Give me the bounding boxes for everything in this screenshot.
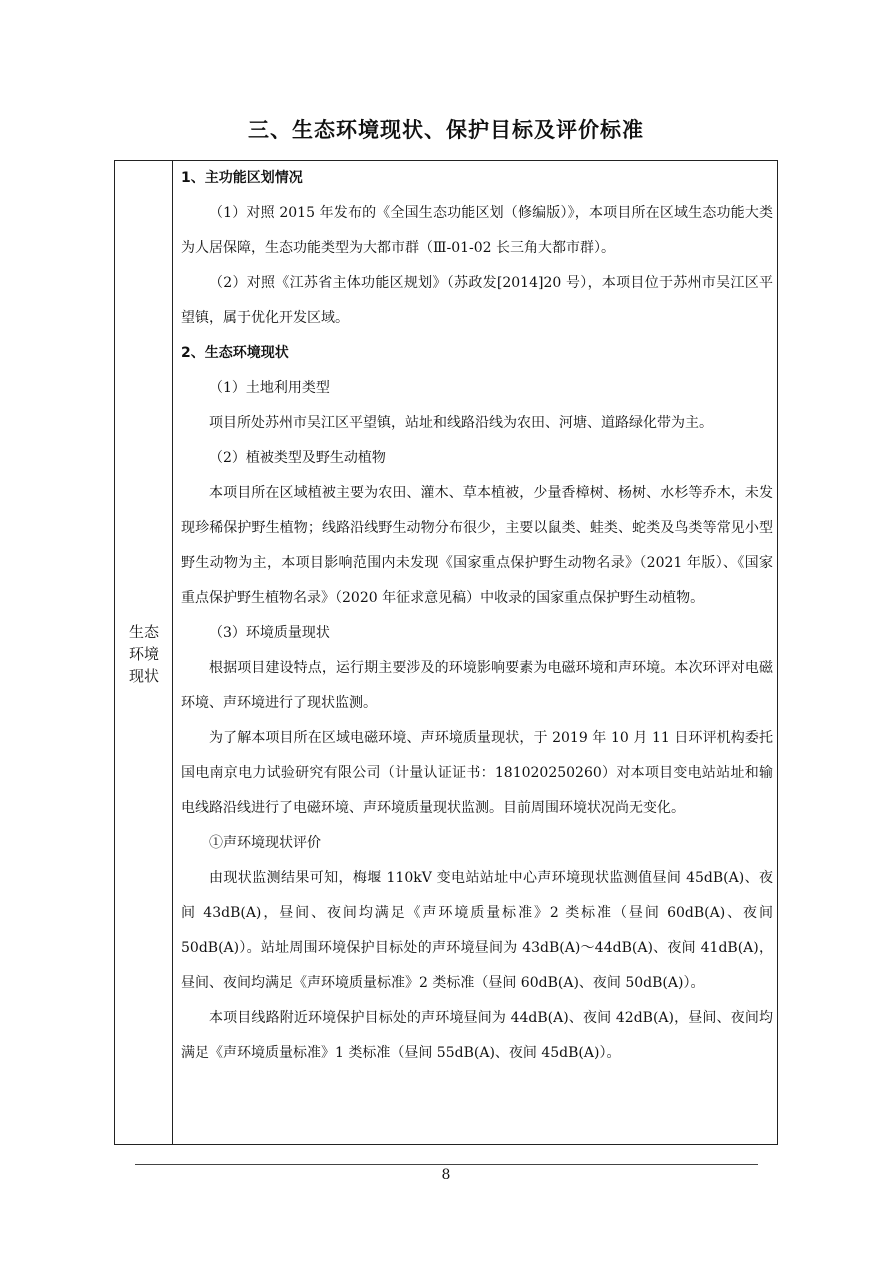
paragraph: （2）植被类型及野生动植物 bbox=[209, 450, 386, 466]
section-label-line: 现状 bbox=[128, 667, 159, 685]
section-label bbox=[115, 621, 173, 687]
content-table bbox=[114, 160, 778, 1145]
section-label-line: 环境 bbox=[128, 645, 159, 663]
paragraph: 本项目所在区域植被主要为农田、灌木、草本植被，少量香樟树、杨树、水杉等乔木，未发现珍稀保护野生植物；线路沿线野生动物分布很少，主要以鼠类、蛙类、蛇类及鸟类等常见小型野生动物为主，本项目影响范围内未发现《国家重点保护野生动物名录》（2021 年版）、《国家重点保护野生植物名录》（2020 年征求意见稿）中收录的国家重点保护野生动植物。 bbox=[181, 485, 773, 606]
paragraph: 本项目线路附近环境保护目标处的声环境昼间为 44dB(A)、夜间 42dB(A)，昼间、夜间均满足《声环境质量标准》1 类标准（昼间 55dB(A)、夜间 45dB(A)）。 bbox=[181, 1010, 773, 1061]
section-heading: 2、生态环境现状 bbox=[181, 345, 289, 361]
paragraph: （2）对照《江苏省主体功能区规划》（苏政发[2014]20 号），本项目位于苏州市吴江区平望镇，属于优化开发区域。 bbox=[181, 275, 773, 326]
paragraph: 由现状监测结果可知，梅堰 110kV 变电站站址中心声环境现状监测值昼间 45dB(A)、夜间 43dB(A)，昼间、夜间均满足《声环境质量标准》2 类标准（昼间 60dB(A)、夜间 50dB(A)）。站址周围环境保护目标处的声环境昼间为 43dB(A)～44dB(A)、夜间 41dB(A)，昼间、夜间均满足《声环境质量标准》2 类标准（昼间 60dB(A)、夜间 50dB(A)）。 bbox=[181, 870, 773, 991]
paragraph: 项目所处苏州市吴江区平望镇，站址和线路沿线为农田、河塘、道路绿化带为主。 bbox=[209, 415, 713, 431]
paragraph: （3）环境质量现状 bbox=[209, 625, 330, 641]
paragraph: （1）对照 2015 年发布的《全国生态功能区划（修编版）》，本项目所在区域生态功能大类为人居保障，生态功能类型为大都市群（Ⅲ-01-02 长三角大都市群）。 bbox=[181, 205, 773, 256]
paragraph: 根据项目建设特点，运行期主要涉及的环境影响要素为电磁环境和声环境。本次环评对电磁环境、声环境进行了现状监测。 bbox=[181, 660, 773, 711]
page-title: 三、生态环境现状、保护目标及评价标准 bbox=[248, 118, 644, 142]
section-label-line: 生态 bbox=[128, 623, 159, 641]
footer-divider bbox=[135, 1164, 758, 1165]
page-number: 8 bbox=[441, 1167, 451, 1183]
section-body bbox=[181, 161, 773, 1071]
section-label-cell bbox=[115, 161, 173, 1144]
section-heading: 1、主功能区划情况 bbox=[181, 170, 303, 186]
paragraph: ①声环境现状评价 bbox=[209, 835, 321, 851]
paragraph: 为了解本项目所在区域电磁环境、声环境质量现状，于 2019 年 10 月 11 日环评机构委托国电南京电力试验研究有限公司（计量认证证书：181020250260）对本项目变电站站址和输电线路沿线进行了电磁环境、声环境质量现状监测。目前周围环境状况尚无变化。 bbox=[181, 730, 773, 816]
paragraph: （1）土地利用类型 bbox=[209, 380, 330, 396]
